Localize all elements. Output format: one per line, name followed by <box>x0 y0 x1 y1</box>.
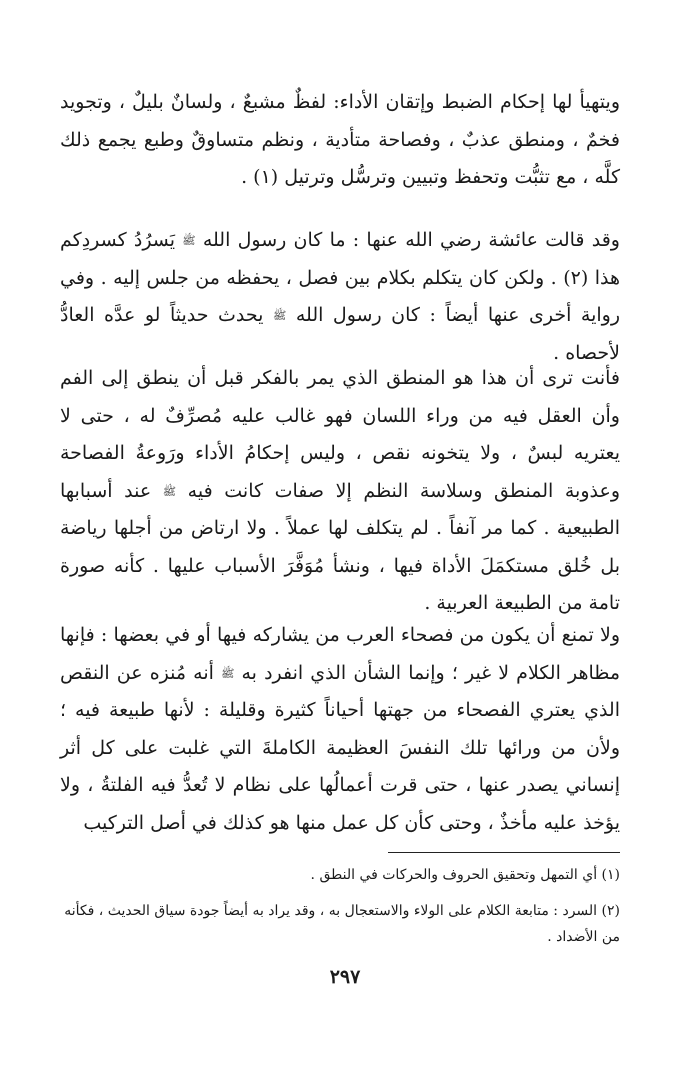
honorific-symbol: ﷺ <box>273 309 287 322</box>
paragraph-3-text-a: فأنت ترى أن هذا هو المنطق الذي يمر بالفكر قبل أن ينطق إلى الفم وأن العقل فيه من وراء اللسان فهو غالب عليه مُصرِّفٌ له ، حتى لا يعتريه لبسٌ ، ولا يتخونه نقص ، وليس إحكامُ الأداء ورَوعةُ الفصاحة وعذوبة المنطق وسلاسة النظم إلا صفات كانت فيه <box>60 367 620 502</box>
paragraph-1 <box>60 84 620 197</box>
footnote-2: (٢) السرد : متابعة الكلام على الولاء والاستعجال به ، وقد يراد به أيضاً جودة سياق الحديث ، فكأنه من الأضداد . <box>64 903 620 945</box>
paragraph-2 <box>60 222 620 372</box>
honorific-symbol: ﷺ <box>182 234 196 247</box>
paragraph-4-text-a: ولا تمنع أن يكون من فصحاء العرب من يشاركه فيها أو في بعضها : فإنها مظاهر الكلام لا غير ؛ وإنما الشأن الذي انفرد به <box>60 624 621 684</box>
paragraph-1-text: ويتهيأ لها إحكام الضبط وإتقان الأداء: لفظٌ مشبعٌ ، ولسانٌ بليلٌ ، وتجويد فخمٌ ، ومنطق عذبٌ ، وفصاحة متأدية ، ونظم متساوقٌ وطبع يجمع ذلك كلَّه ، مع تثبُّت وتحفظ وتبيين وترسُّل وترتيل (١) . <box>60 91 620 188</box>
paragraph-2-text-c: يحدث حديثاً لو عدَّه العادُّ لأحصاه . <box>60 304 620 364</box>
paragraph-3-text-b: عند أسبابها الطبيعية . كما مر آنفاً . لم يتكلف لها عملاً . ولا ارتاض من أجلها رياضة بل خُلق مستكمَلَ الأداة فيها ، ونشأ مُوَفَّرَ الأسباب عليها . كأنه صورة تامة من الطبيعة العربية . <box>60 479 620 614</box>
paragraph-4 <box>60 617 620 842</box>
paragraph-3 <box>60 360 620 623</box>
footnote-1: (١) أي التمهل وتحقيق الحروف والحركات في النطق . <box>310 867 620 883</box>
footnote-divider <box>388 852 620 853</box>
page-number: ٢٩٧ <box>329 966 361 988</box>
honorific-symbol: ﷺ <box>221 666 235 680</box>
honorific-symbol: ﷺ <box>162 484 177 498</box>
paragraph-4-text-b: أنه مُنزه عن النقص الذي يعتري الفصحاء من جهتها أحياناً كثيرة وقليلة : لأنها طبيعة فيه ؛ ولأن من ورائها تلك النفسَ العظيمة الكاملةَ التي غلبت على كل أثر إنساني يصدر عنها ، حتى قرت أعمالُها على نظام لا تُعدُّ فيه الفلتةُ ، ولا يؤخذ عليه مأخذٌ ، وحتى كأن كل عمل منها هو كذلك في أصل التركيب <box>60 661 620 834</box>
paragraph-2-text-b: يَسرُدُ كسردِكم هذا (٢) . ولكن كان يتكلم بكلام بين فصل ، يحفظه من جلس إليه . وفي رواية أخرى عنها أيضاً : كان رسول الله <box>60 229 620 326</box>
paragraph-2-text-a: وقد قالت عائشة رضي الله عنها : ما كان رسول الله <box>202 229 620 251</box>
